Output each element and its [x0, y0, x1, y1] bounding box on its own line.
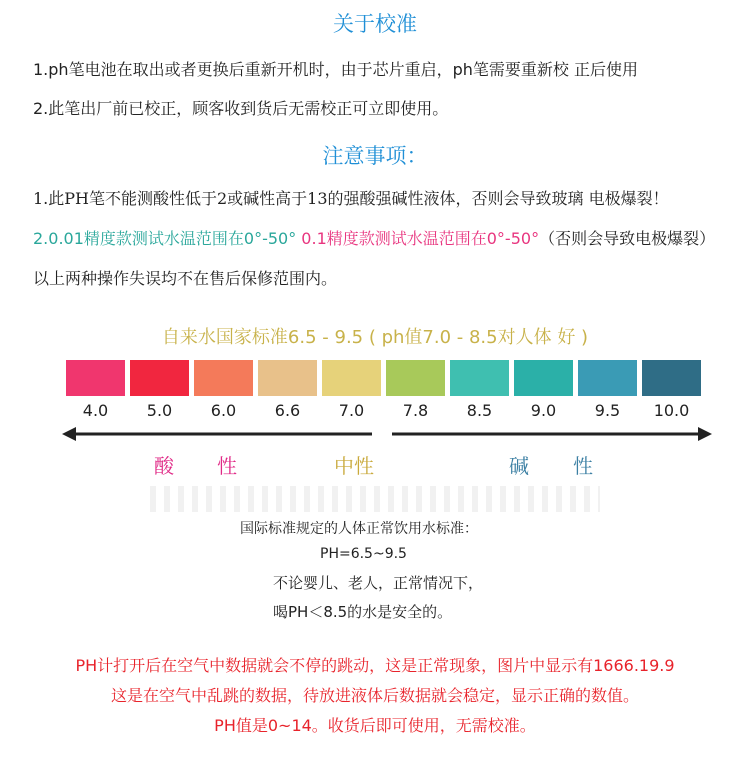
standard-box — [240, 518, 540, 622]
swatch-7-0 — [322, 360, 381, 396]
about-title: 关于校准 — [333, 12, 417, 36]
swatch-5-0 — [130, 360, 189, 396]
about-line-1: 1.ph笔电池在取出或者更换后重新开机时，由于芯片重启，ph笔需要重新校 正后使用 — [33, 60, 638, 79]
footer-line-3: PH值是0~14。收货后即可使用，无需校准。 — [214, 716, 536, 735]
tick-labels — [66, 401, 701, 420]
notes-line-2-rest: （否则会导致电极爆裂） — [539, 229, 716, 248]
acid-label-1: 酸 — [154, 454, 174, 478]
notes-line-1: 1.此PH笔不能测酸性低于2或碱性高于13的强酸强碱性液体，否则会导致玻璃 电极爆裂！ — [33, 189, 669, 208]
tick-label: 10.0 — [653, 401, 690, 420]
tick-label: 7.0 — [338, 401, 365, 420]
tick-label: 4.0 — [82, 401, 109, 420]
tick-label: 6.0 — [210, 401, 237, 420]
tick-label: 9.0 — [530, 401, 557, 420]
tick-label: 6.6 — [274, 401, 301, 420]
scale-arrows — [62, 426, 712, 442]
tick-label: 9.5 — [594, 401, 621, 420]
notes-line-2-teal: 2.0.01精度款测试水温范围在0°-50° — [33, 229, 297, 248]
standard-line-3: 不论婴儿、老人，正常情况下， — [273, 574, 484, 592]
acid-label-2: 性 — [217, 454, 237, 478]
standard-line-1: 国际标准规定的人体正常饮用水标准： — [240, 521, 478, 537]
footer-line-1: PH计打开后在空气中数据就会不停的跳动，这是正常现象，图片中显示有1666.19.9 — [75, 656, 675, 675]
swatch-9-5 — [578, 360, 637, 396]
tick-label: 7.8 — [402, 401, 429, 420]
acid-arrow — [62, 427, 372, 441]
scale-title: 自来水国家标准6.5 - 9.5 ( ph值7.0 - 8.5对人体 好 ) — [161, 327, 589, 348]
swatch-6-0 — [194, 360, 253, 396]
color-swatches — [66, 360, 701, 396]
notes-line-3: 以上两种操作失误均不在售后保修范围内。 — [33, 269, 338, 288]
swatch-4-0 — [66, 360, 125, 396]
standard-line-4: 喝PH＜8.5的水是安全的。 — [273, 603, 453, 621]
swatch-9-0 — [514, 360, 573, 396]
alkali-arrow — [392, 427, 712, 441]
footer-line-2: 这是在空气中乱跳的数据，待放进液体后数据就会稳定，显示正确的数值。 — [110, 686, 639, 705]
standard-line-2: PH=6.5~9.5 — [320, 546, 407, 562]
swatch-8-5 — [450, 360, 509, 396]
notes-title: 注意事项： — [322, 144, 428, 168]
notes-line-2-pink: 0.1精度款测试水温范围在0°-50° — [296, 229, 540, 248]
notes-line-2 — [33, 226, 715, 249]
decorative-fade — [150, 486, 600, 512]
about-line-2: 2.此笔出厂前已校正，顾客收到货后无需校正可立即使用。 — [33, 99, 449, 118]
alkali-label-1: 碱 — [509, 454, 529, 478]
tick-label: 8.5 — [466, 401, 493, 420]
swatch-7-8 — [386, 360, 445, 396]
alkali-label-2: 性 — [573, 454, 593, 478]
neutral-label: 中性 — [334, 454, 374, 478]
swatch-6-6 — [258, 360, 317, 396]
swatch-10-0 — [642, 360, 701, 396]
tick-label: 5.0 — [146, 401, 173, 420]
